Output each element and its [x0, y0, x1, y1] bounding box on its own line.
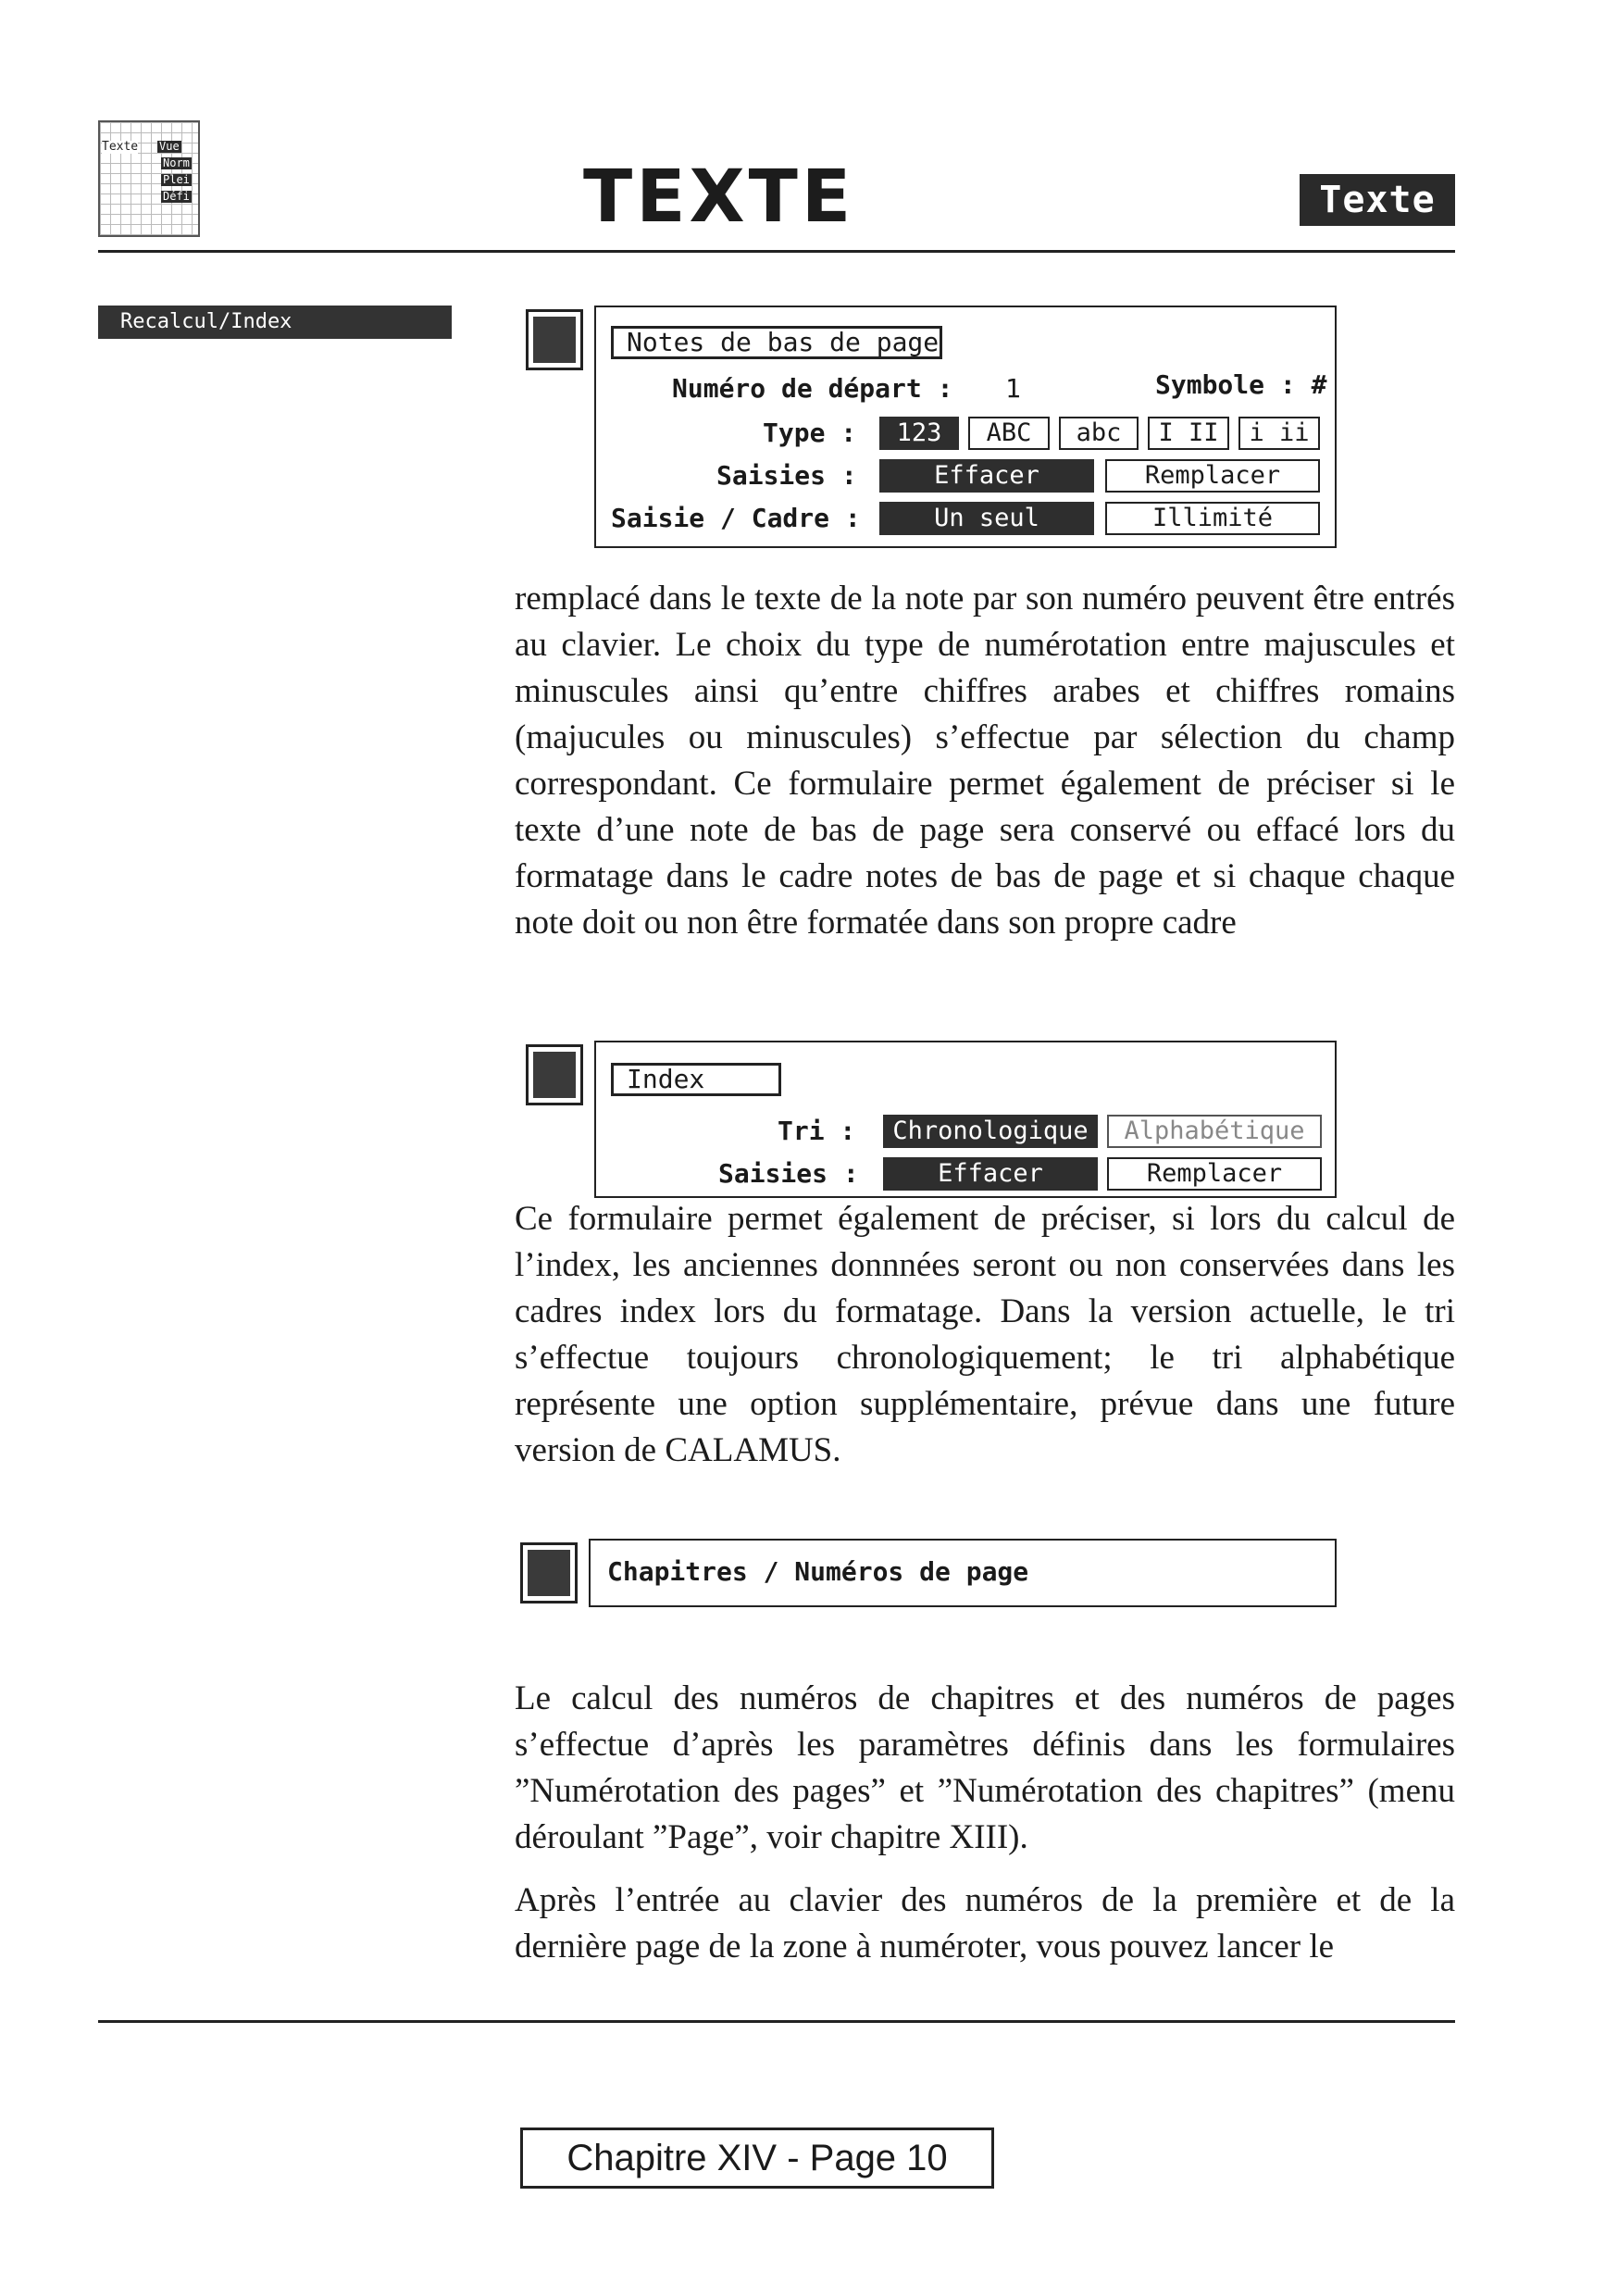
paragraph-index: Ce formulaire permet également de préciser, si lors du calcul de l’index, les anciennes donnnées seront ou non conservées dans les cadres index lors du formatage. Dans la version actuelle, le tri s’effectue toujours chronologiquement; le tri alphabétique représente une option supplémentaire, prévue dans une future version de CALAMUS.	[515, 1200, 1455, 1469]
thumbnail-item-plei: Plei	[163, 173, 190, 186]
thumbnail-item-defi: Défi	[163, 190, 190, 203]
type-option-lowercase[interactable]: abc	[1059, 417, 1139, 450]
entries-label: Saisies :	[716, 460, 857, 491]
type-option-arabic[interactable]: 123	[879, 417, 959, 450]
type-option-uppercase[interactable]: ABC	[968, 417, 1050, 450]
dialog-marker-icon	[526, 309, 583, 370]
sort-label: Tri :	[778, 1116, 856, 1146]
thumbnail-label: Texte	[102, 140, 139, 154]
index-dialog-title: Index	[611, 1063, 781, 1096]
dialog-marker-icon	[526, 1044, 583, 1105]
frame-single-button[interactable]: Un seul	[879, 502, 1094, 535]
sort-alphabetical-button: Alphabétique	[1107, 1115, 1322, 1148]
index-entries-label: Saisies :	[718, 1158, 859, 1189]
start-number-label: Numéro de départ :	[672, 373, 953, 404]
paragraph-footnotes: remplacé dans le texte de la note par son numéro peuvent être entrés au clavier. Le choix du type de numérotation entre majuscules et minuscules ainsi qu’entre chiffres arabes et chiffres romains (majucules ou minuscules) s’effectue par sélection du champ correspondant. Ce formulaire permet également de préciser si le texte d’une note de bas de page sera conservé ou effacé lors du formatage dans le cadre notes de bas de page et si chaque chaque note doit ou non être formatée dans son propre cadre	[515, 580, 1455, 942]
thumbnail-item-vue: Vue	[159, 140, 180, 153]
symbol-label[interactable]: Symbole : #	[1155, 369, 1327, 400]
header-rule	[98, 250, 1455, 253]
paragraph-chapters: Le calcul des numéros de chapitres et des numéros de pages s’effectue d’après les paramètres définis dans les formulaires ”Numérotation des pages” et ”Numérotation des chapitres” (menu déroulant ”Page”, voir chapitre XIII).	[515, 1679, 1455, 1856]
footnotes-dialog	[594, 306, 1337, 548]
side-section-label: Recalcul/Index	[98, 306, 452, 339]
sort-chronological-button[interactable]: Chronologique	[883, 1115, 1098, 1148]
chapters-dialog-title: Chapitres / Numéros de page	[607, 1556, 1029, 1587]
entries-erase-button[interactable]: Effacer	[879, 459, 1094, 493]
type-option-roman-upper[interactable]: I II	[1148, 417, 1229, 450]
page-number: Chapitre XIV - Page 10	[520, 2128, 994, 2189]
footnotes-dialog-title: Notes de bas de page	[611, 326, 942, 359]
start-number-value[interactable]: 1	[1005, 373, 1021, 404]
page-title: TEXTE	[583, 156, 855, 239]
index-erase-button[interactable]: Effacer	[883, 1157, 1098, 1191]
thumbnail-item-norm: Norm	[163, 156, 190, 169]
dialog-marker-icon	[520, 1542, 578, 1603]
footer-rule	[98, 2020, 1455, 2023]
section-badge: Texte	[1300, 174, 1455, 226]
index-dialog	[594, 1041, 1337, 1198]
chapters-dialog	[589, 1539, 1337, 1607]
frame-label: Saisie / Cadre :	[611, 503, 861, 533]
paragraph-pages: Après l’entrée au clavier des numéros de la première et de la dernière page de la zone à numéroter, vous pouvez lancer le	[515, 1881, 1455, 1965]
type-label: Type :	[763, 418, 857, 448]
mode-thumbnail	[98, 120, 200, 237]
type-option-roman-lower[interactable]: i ii	[1238, 417, 1320, 450]
entries-replace-button[interactable]: Remplacer	[1105, 459, 1320, 493]
index-replace-button[interactable]: Remplacer	[1107, 1157, 1322, 1191]
frame-unlimited-button[interactable]: Illimité	[1105, 502, 1320, 535]
